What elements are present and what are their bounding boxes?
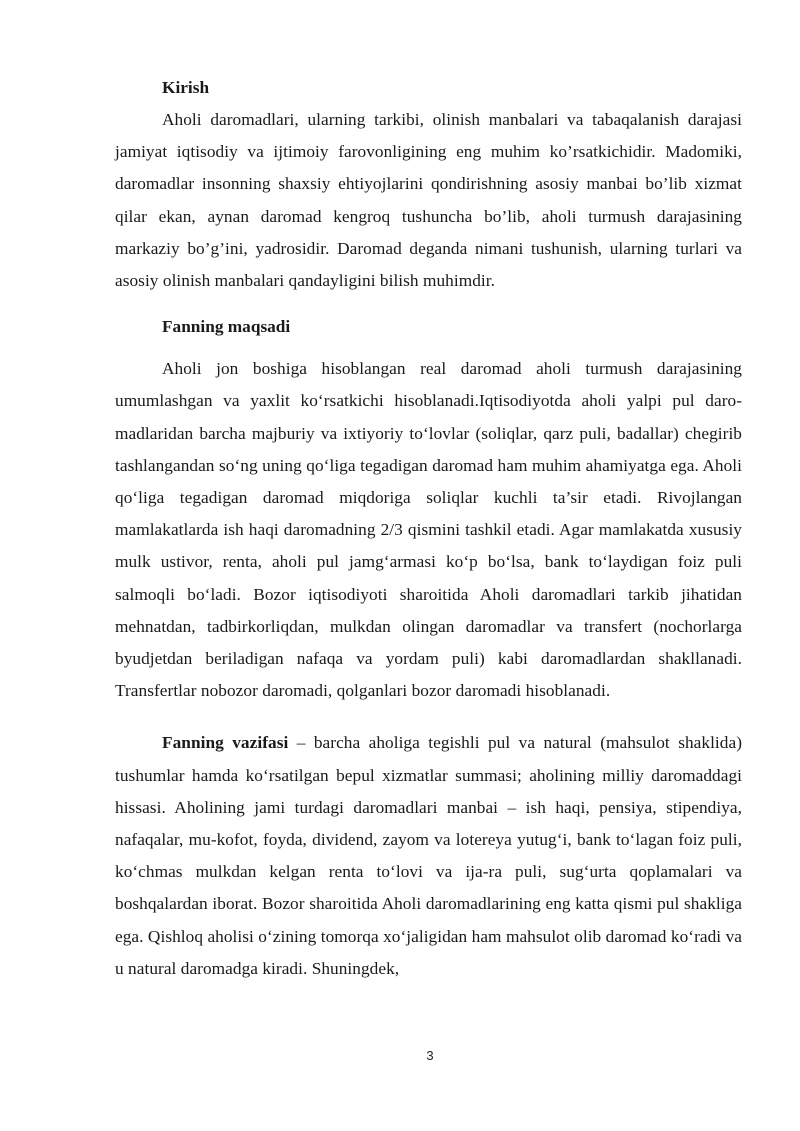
task-paragraph (115, 727, 742, 985)
task-text: – barcha aholiga tegishli pul va natural (mahsulot shaklida) tushumlar hamda ko‘rsatilgan bepul xizmatlar summasi; aholining milliy daromaddagi hissasi. Aholining jami turdagi daromadlari manbai – ish haqi, pensiya, stipendiya, nafaqalar, mu-kofot, foyda, dividend, zayom va lotereya yutug‘i, bank to‘lagan foiz puli, ko‘chmas mulkdan kelgan renta to‘lovi va ija-ra puli, sug‘urta qoplamalari va boshqalardan iborat. Bozor sharoitida Aholi daromadlarining eng katta qismi pul shakliga ega. Qishloq aholisi o‘zining tomorqa xo‘jaligidan ham mahsulot olib daromad ko‘radi va u natural daromadga kiradi. Shuningdek, (115, 733, 742, 978)
goal-heading: Fanning maqsadi (162, 317, 291, 337)
intro-paragraph: Aholi daromadlari, ularning tarkibi, olinish manbalari va tabaqalanish darajasi jamiyat iqtisodiy va ijtimoiy farovonligining eng muhim ko’rsatkichidir. Madomiki, daromadlar insonning shaxsiy ehtiyojlarini qondirishning asosiy manbai bo’lib xizmat qilar ekan, aynan daromad kengroq tushuncha bo’lib, aholi turmush darajasining markaziy bo’g’ini, yadrosidir. Daromad deganda nimani tushunish, ularning turlari va asosiy olinish manbalari qandayligini bilish muhimdir. (115, 110, 742, 291)
goal-paragraph: Aholi jon boshiga hisoblangan real daromad aholi turmush darajasining umumlashgan va yaxlit ko‘rsatkichi hisoblanadi.Iqtisodiyotda aholi yalpi pul daro-madlaridan barcha majburiy va ixtiyoriy to‘lovlar (soliqlar, qarz puli, badallar) chegirib tashlangandan so‘ng uning qo‘liga tegadigan daromad ham muhim ahamiyatga ega. Aholi qo‘liga tegadigan daromad miqdoriga soliqlar kuchli ta’sir etadi. Rivojlangan mamlakatlarda ish haqi daromadning 2/3 qismini tashkil etadi. Agar mamlakatda xususiy mulk ustivor, renta, aholi pul jamg‘armasi ko‘p bo‘lsa, bank to‘laydigan foiz puli salmoqli bo‘ladi. Bozor iqtisodiyoti sharoitida Aholi daromadlari tarkib jihatidan mehnatdan, tadbirkorliqdan, mulkdan olingan daromadlar va transfert (nochorlarga byudjetdan beriladigan nafaqa va yordam puli) kabi daromadlardan shakllanadi. Transfertlar nobozor daromadi, qolganlari bozor daromadi hisoblanadi. (115, 359, 742, 701)
task-heading: Fanning vazifasi (162, 733, 289, 753)
page-number: 3 (426, 1048, 434, 1063)
intro-heading: Kirish (162, 78, 210, 97)
document-page (115, 72, 742, 985)
